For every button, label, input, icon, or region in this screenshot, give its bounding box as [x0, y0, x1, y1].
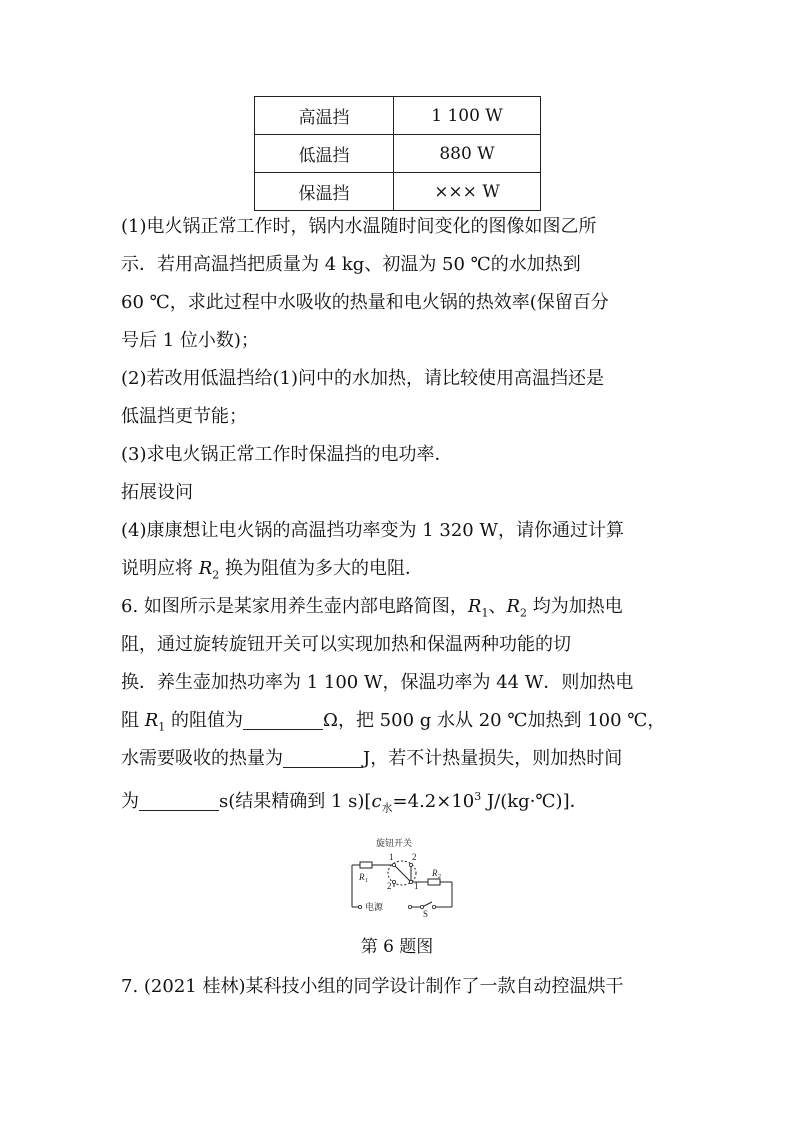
resistor-r1: [360, 862, 372, 868]
r2-label: R: [432, 868, 438, 878]
q5-line-1: (1)电火锅正常工作时，锅内水温随时间变化的图像如图乙所: [121, 216, 597, 237]
terminal-dot: [392, 863, 395, 866]
terminal-dot: [392, 880, 395, 883]
terminal-label: 1: [414, 881, 419, 891]
q7-line-1: 7. (2021 桂林)某科技小组的同学设计制作了一款自动控温烘干: [121, 976, 624, 997]
text: 为: [121, 791, 139, 812]
text: 换为阻值为多大的电阻．: [219, 558, 424, 579]
r1-subscript: 1: [365, 878, 368, 884]
answer-blank[interactable]: [283, 747, 363, 768]
q6-line-3: 换．养生壶加热功率为 1 100 W，保温功率为 44 W．则加热电: [121, 672, 634, 693]
table-cell-label: 高温挡: [255, 97, 394, 135]
q6-line-1: [121, 588, 681, 626]
question-text: [121, 208, 681, 816]
text: 、: [488, 596, 507, 617]
power-table: [254, 96, 541, 211]
var-sub: 1: [158, 720, 166, 734]
var-sub: 2: [212, 568, 220, 582]
q5-line-2: 示．若用高温挡把质量为 4 kg、初温为 50 ℃的水加热到: [121, 254, 581, 275]
exponent: 3: [474, 790, 482, 803]
q5-line-5: (2)若改用低温挡给(1)问中的水加热，请比较使用高温挡还是: [121, 368, 604, 389]
knob-switch-lever: [394, 865, 411, 882]
r1-label: R: [359, 872, 365, 882]
text: 水需要吸收的热量为: [121, 748, 283, 769]
var-r: R: [198, 558, 213, 579]
q5-line-9: (4)康康想让电火锅的高温挡功率变为 1 320 W，请你通过计算: [121, 520, 624, 541]
q5-line-6: 低温挡更节能；: [121, 406, 247, 427]
text: s(结果精确到 1 s)[: [219, 791, 372, 812]
var-sub: 1: [481, 606, 489, 620]
table-row: [255, 97, 541, 135]
text: 说明应将: [121, 558, 199, 579]
terminal-dot: [408, 905, 411, 908]
terminal-label: 2: [412, 852, 417, 862]
terminal-dot: [358, 905, 361, 908]
q6-line-2: 阻，通过旋转旋钮开关可以实现加热和保温两种功能的切: [121, 634, 571, 655]
knob-switch-label: 旋钮开关: [376, 838, 413, 848]
var-r: R: [144, 710, 159, 731]
section-heading: 拓展设问: [121, 482, 193, 503]
text: 6. 如图所示是某家用养生壶内部电路简图，: [121, 596, 468, 617]
q6-line-6: [121, 778, 681, 816]
answer-blank[interactable]: [243, 709, 323, 730]
text: =4.2×10: [392, 791, 475, 812]
var-sub: 2: [520, 606, 528, 620]
text: 的阻值为: [165, 710, 244, 731]
table-cell-label: 低温挡: [255, 135, 394, 173]
q5-line-3: 60 ℃，求此过程中水吸收的热量和电火锅的热效率(保留百分: [121, 292, 609, 313]
terminal-label: 1: [389, 852, 394, 862]
table-row: [255, 135, 541, 173]
text: J/(kg·℃)]．: [481, 791, 588, 812]
q5-line-10: [121, 550, 681, 588]
terminal-dot: [409, 863, 412, 866]
q5-line-7: (3)求电火锅正常工作时保温挡的电功率．: [121, 444, 453, 465]
text: 阻: [121, 710, 145, 731]
var-r: R: [506, 596, 521, 617]
r2-subscript: 2: [438, 874, 441, 880]
text: Ω，把 500 g 水从 20 ℃加热到 100 ℃，: [323, 710, 666, 731]
table-cell-value: 880 W: [394, 135, 541, 173]
text: 均为加热电: [527, 596, 623, 617]
q6-line-4: [121, 702, 681, 740]
power-source-label: 电源: [365, 902, 384, 912]
answer-blank[interactable]: [139, 790, 219, 811]
terminal-dot: [409, 880, 412, 883]
terminal-label: 2: [387, 881, 392, 891]
var-c: c: [371, 791, 382, 812]
table-row: [255, 173, 541, 211]
text: J，若不计热量损失，则加热时间: [363, 748, 623, 769]
figure-caption: 第 6 题图: [360, 937, 434, 957]
circuit-diagram: [346, 835, 458, 917]
switch-s-label: S: [423, 909, 429, 917]
var-sub: 水: [381, 801, 393, 815]
table-cell-value: ××× W: [394, 173, 541, 211]
terminal-dot: [432, 905, 435, 908]
var-r: R: [467, 596, 482, 617]
q6-line-5: [121, 740, 681, 778]
q5-line-4: 号后 1 位小数)；: [121, 330, 259, 351]
table-cell-value: 1 100 W: [394, 97, 541, 135]
table-cell-label: 保温挡: [255, 173, 394, 211]
